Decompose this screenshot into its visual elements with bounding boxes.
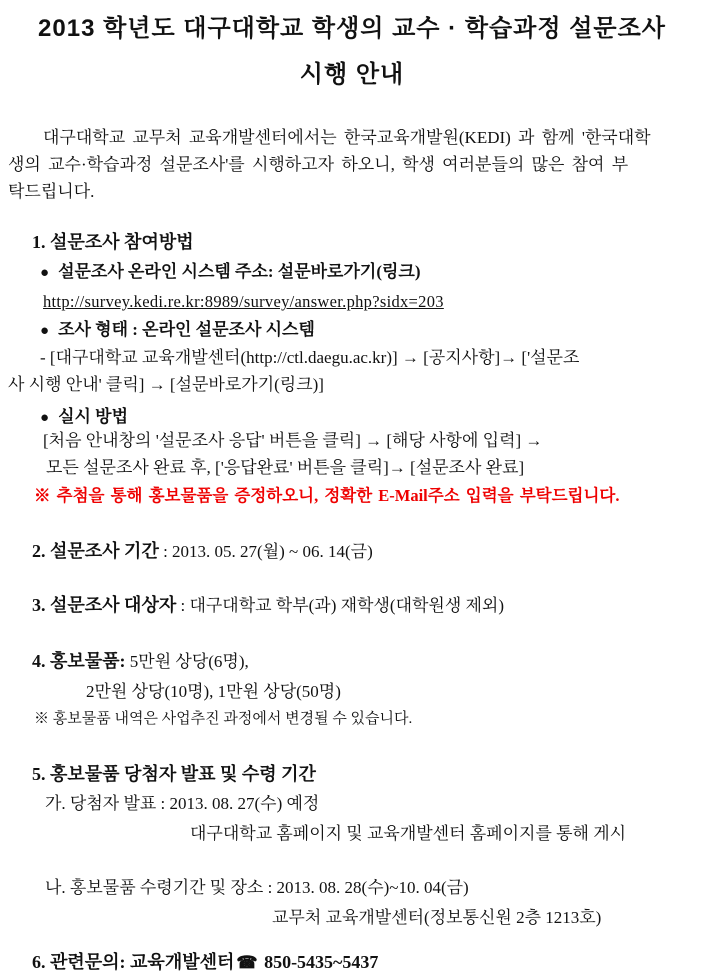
winner-announce-line: 가. 당첨자 발표 : 2013. 08. 27(수) 예정 (45, 794, 320, 813)
survey-period-value: : 2013. 05. 27(월) ~ 06. 14(금) (158, 542, 373, 561)
section-2-heading (32, 540, 373, 563)
section-2-label: 2. 설문조사 기간 (32, 541, 159, 561)
section-4-heading (32, 650, 249, 673)
survey-target-value: : 대구대학교 학부(과) 재학생(대학원생 제외) (176, 596, 505, 615)
nav-path-line2: 사 시행 안내' 클릭] → [설문바로가기(링크)] (8, 375, 324, 394)
prize-tier-2: 2만원 상당(10명), 1만원 상당(50명) (86, 682, 341, 701)
method-step-line2: 모든 설문조사 완료 후, ['응답완료' 버튼을 클릭]→ [설문조사 완료] (46, 458, 525, 477)
survey-format-label: 조사 형태 : 온라인 설문조사 시스템 (58, 320, 315, 339)
section-5-heading: 5. 홍보물품 당첨자 발표 및 수령 기간 (32, 764, 316, 784)
prize-pickup-place: 교무처 교육개발센터(정보통신원 2층 1213호) (272, 908, 602, 927)
prize-email-notice: ※ 추첨을 통해 홍보물품을 증정하오니, 정확한 E-Mail주소 입력을 부탁드립니다. (34, 486, 620, 505)
survey-url-row (43, 291, 444, 313)
prize-tier-1: 5만원 상당(6명), (125, 652, 249, 671)
phone-icon: ☎ (236, 953, 258, 972)
section-6-heading (32, 951, 378, 974)
prize-pickup-line: 나. 홍보물품 수령기간 및 장소 : 2013. 08. 28(수)~10. 04(금) (45, 878, 469, 897)
page-title-line1: 2013 학년도 대구대학교 학생의 교수 · 학습과정 설문조사 (38, 15, 666, 42)
intro-paragraph-line1: 대구대학교 교무처 교육개발센터에서는 한국교육개발원(KEDI) 과 함께 '한국대학 (43, 128, 651, 147)
contact-label: 6. 관련문의: 교육개발센터 (32, 952, 235, 972)
section-4-label: 4. 홍보물품: (32, 651, 126, 671)
prize-change-note: ※ 홍보물품 내역은 사업추진 과정에서 변경될 수 있습니다. (34, 711, 413, 727)
method-step-line1: [처음 안내창의 '설문조사 응답' 버튼을 클릭] → [해당 사항에 입력] → (43, 431, 543, 450)
winner-announce-detail: 대구대학교 홈페이지 및 교육개발센터 홈페이지를 통해 게시 (190, 824, 627, 843)
section-3-label: 3. 설문조사 대상자 (32, 595, 177, 615)
section-1-heading: 1. 설문조사 참여방법 (32, 232, 194, 252)
survey-url-link[interactable]: http://survey.kedi.re.kr:8989/survey/answer.php?sidx=203 (43, 292, 444, 311)
bullet-icon: ● (40, 323, 50, 339)
bullet-icon: ● (40, 410, 50, 426)
bullet-icon: ● (40, 265, 50, 281)
section-3-heading (32, 594, 504, 617)
intro-paragraph-line2: 생의 교수·학습과정 설문조사'를 시행하고자 하오니, 학생 여러분들의 많은 참여 부 (8, 155, 629, 174)
page-title-line2: 시행 안내 (299, 61, 405, 88)
method-item (40, 406, 128, 428)
survey-address-label: 설문조사 온라인 시스템 주소: 설문바로가기(링크) (58, 262, 421, 281)
method-label: 실시 방법 (58, 407, 129, 426)
contact-phone-number: 850-5435~5437 (259, 952, 379, 972)
survey-address-item (40, 261, 421, 283)
nav-path-line1: - [대구대학교 교육개발센터(http://ctl.daegu.ac.kr)] → [공지사항]→ ['설문조 (40, 348, 580, 367)
survey-format-item (40, 319, 315, 341)
intro-paragraph-line3: 탁드립니다. (8, 182, 95, 201)
